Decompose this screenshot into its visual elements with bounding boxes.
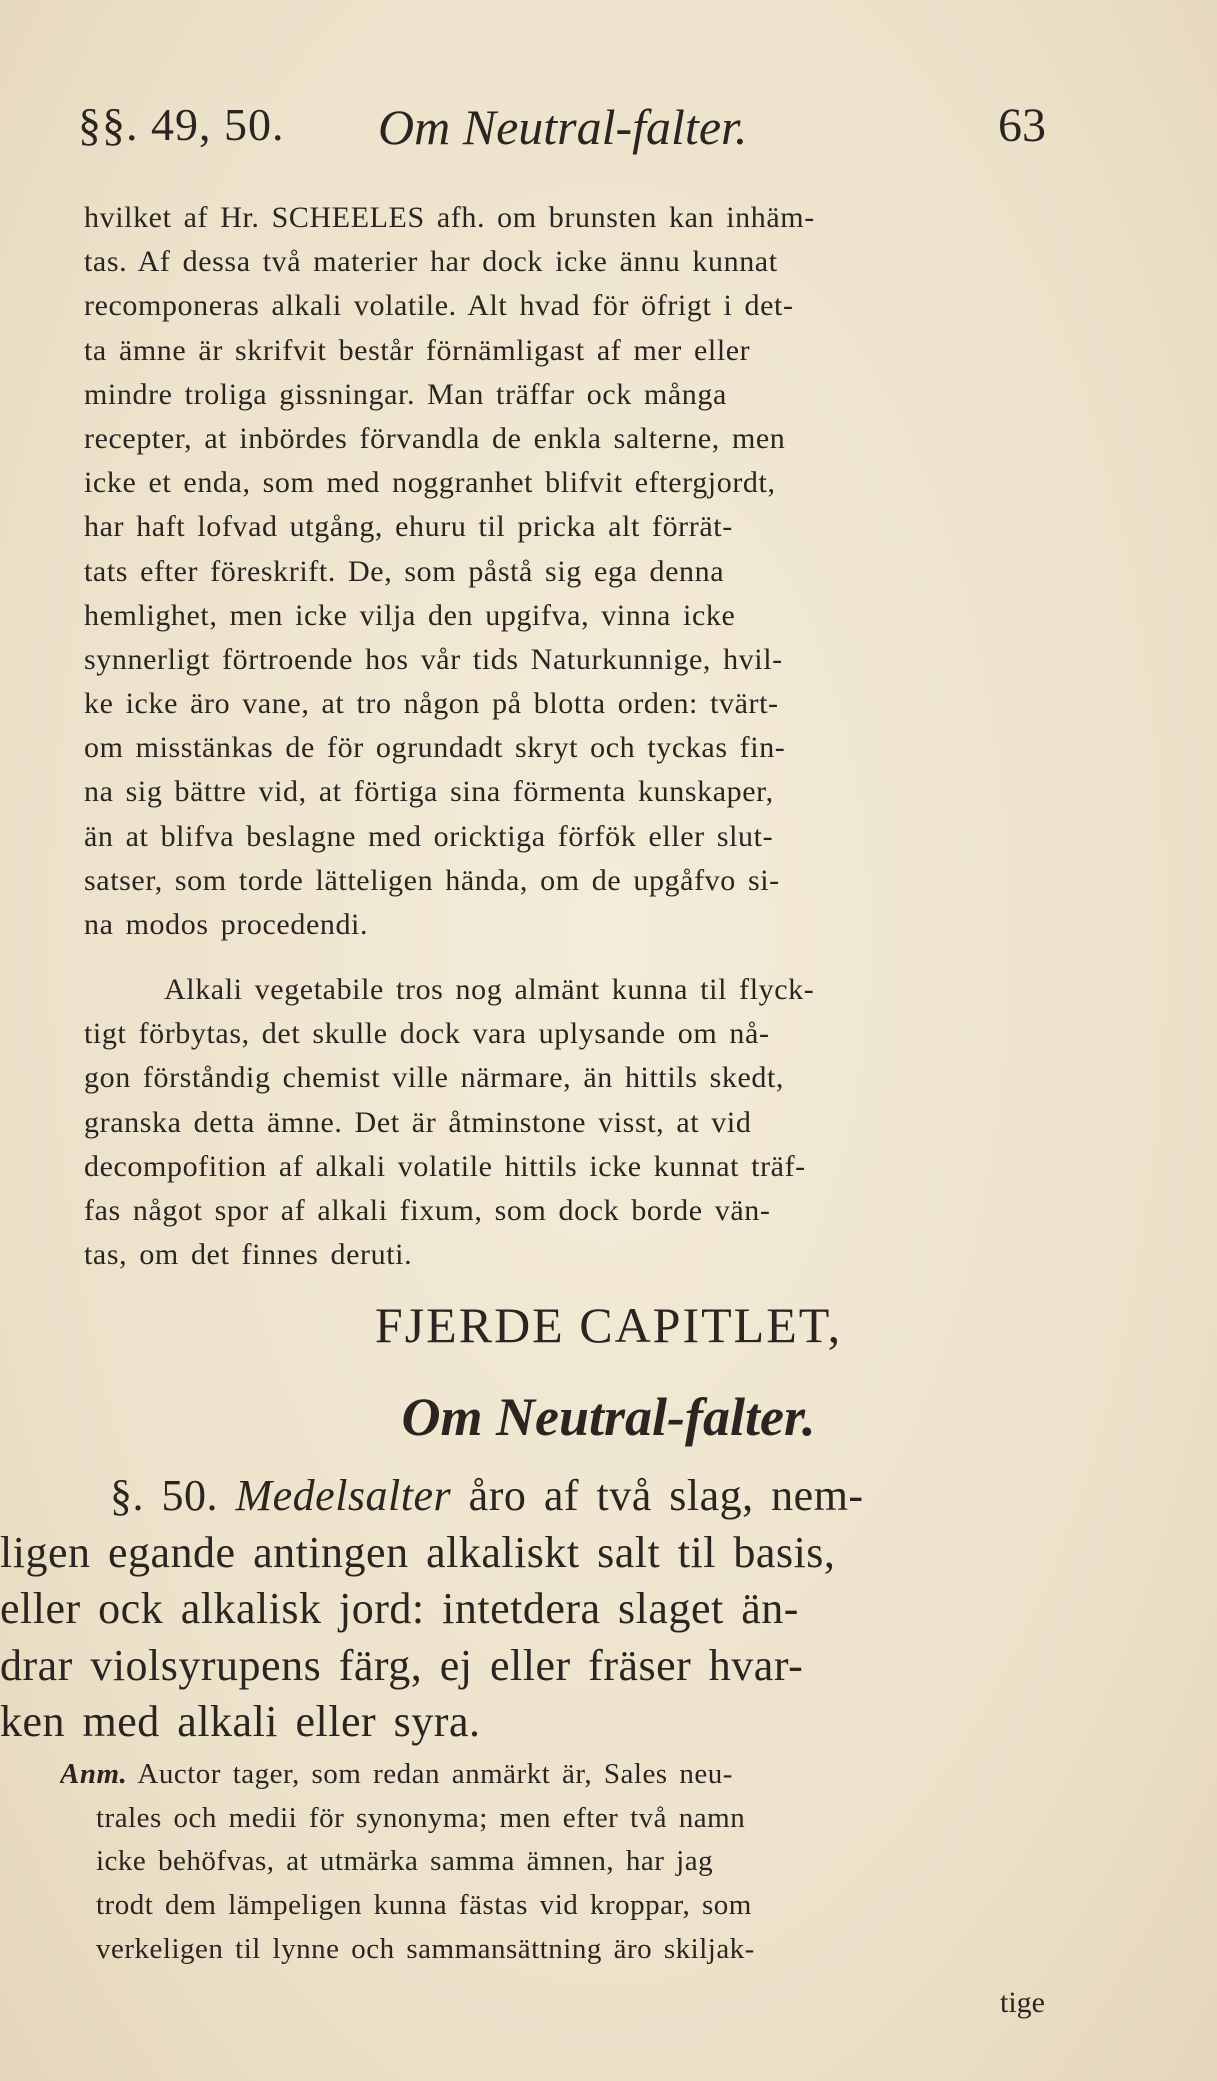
note-label: Anm.: [60, 1758, 128, 1790]
section-50: [0, 1468, 1100, 1751]
section-line: eller ock alkalisk jord: intetdera slaget än-: [0, 1584, 799, 1634]
note-line: verkeligen til lynne och sammansättning äro skiljak-: [96, 1932, 755, 1965]
annotation: [60, 1753, 1090, 1971]
chapter-heading: FJERDE CAPITLET,: [374, 1297, 843, 1353]
text-line: recepter, at inbördes förvandla de enkla salterne, men: [84, 421, 786, 455]
text-line: har haft lofvad utgång, ehuru til pricka alt förrät-: [84, 510, 733, 544]
catchword: tige: [1000, 1986, 1045, 2019]
text-line: decompofition af alkali volatile hittils icke kunnat träf-: [84, 1149, 806, 1183]
text-line: granska detta ämne. Det är åtminstone visst, at vid: [84, 1105, 752, 1139]
text-line: än at blifva beslagne med oricktiga förfök eller slut-: [84, 819, 774, 853]
section-line: drar violsyrupens färg, ej eller fräser hvar-: [0, 1640, 804, 1690]
text-line: mindre troliga gissningar. Man träffar ock många: [84, 377, 727, 411]
text-line: hemlighet, men icke vilja den upgifva, vinna icke: [84, 598, 736, 632]
section-line: ken med alkali eller syra.: [0, 1697, 481, 1747]
section-reference: §§. 49, 50.: [78, 99, 285, 150]
paragraph-continued: [84, 196, 1074, 947]
text-line: gon förståndig chemist ville närmare, än hittils skedt,: [84, 1061, 785, 1095]
text-line: om misstänkas de för ogrundadt skryt och tyckas fin-: [84, 731, 786, 765]
section-term: Medelsalter: [235, 1471, 452, 1520]
section-text: åro af två slag, nem-: [451, 1471, 864, 1520]
note-text: Auctor tager, som redan anmärkt är, Sales neu-: [127, 1758, 733, 1790]
section-line: [0, 1468, 1100, 1525]
note-line: trales och medii för synonyma; men efter två namn: [96, 1801, 746, 1834]
text-line: tigt förbytas, det skulle dock vara uplysande om nå-: [84, 1017, 770, 1051]
note-line: trodt dem lämpeligen kunna fästas vid kroppar, som: [96, 1889, 752, 1922]
text-line: hvilket af Hr. SCHEELES afh. om brunsten kan inhäm-: [84, 201, 815, 234]
text-line: fas något spor af alkali fixum, som dock borde vän-: [84, 1193, 771, 1227]
running-title: Om Neutral-falter.: [378, 99, 748, 155]
chapter-subtitle: Om Neutral-falter.: [401, 1387, 816, 1447]
paragraph-alkali: [84, 968, 1074, 1277]
text-line: recomponeras alkali volatile. Alt hvad för öfrigt i det-: [84, 289, 794, 323]
text-line: ta ämne är skrifvit består förnämligast af mer eller: [84, 333, 751, 367]
text-line: synnerligt förtroende hos vår tids Naturkunnige, hvil-: [84, 642, 783, 676]
text-line: tas. Af dessa två materier har dock icke ännu kunnat: [84, 245, 778, 279]
text-line: tats efter föreskrift. De, som påstå sig ega denna: [84, 554, 725, 588]
running-header: [78, 98, 1078, 168]
text-line: icke et enda, som med noggranhet blifvit eftergjordt,: [84, 466, 776, 500]
text-line: na modos procedendi.: [84, 908, 369, 941]
section-line: ligen egande antingen alkaliskt salt til basis,: [0, 1527, 836, 1577]
note-line: icke behöfvas, at utmärka samma ämnen, har jag: [96, 1845, 714, 1878]
text-line: Alkali vegetabile tros nog almänt kunna til flyck-: [164, 973, 815, 1006]
text-line: satser, som torde lätteligen hända, om de upgåfvo si-: [84, 863, 780, 897]
text-line: tas, om det finnes deruti.: [84, 1238, 413, 1272]
note-line: [60, 1753, 1090, 1797]
section-number: §. 50.: [110, 1471, 236, 1520]
text-line: na sig bättre vid, at förtiga sina förmenta kunskaper,: [84, 775, 774, 809]
page-number: 63: [998, 99, 1046, 152]
text-line: ke icke äro vane, at tro någon på blotta orden: tvärt-: [84, 687, 779, 721]
